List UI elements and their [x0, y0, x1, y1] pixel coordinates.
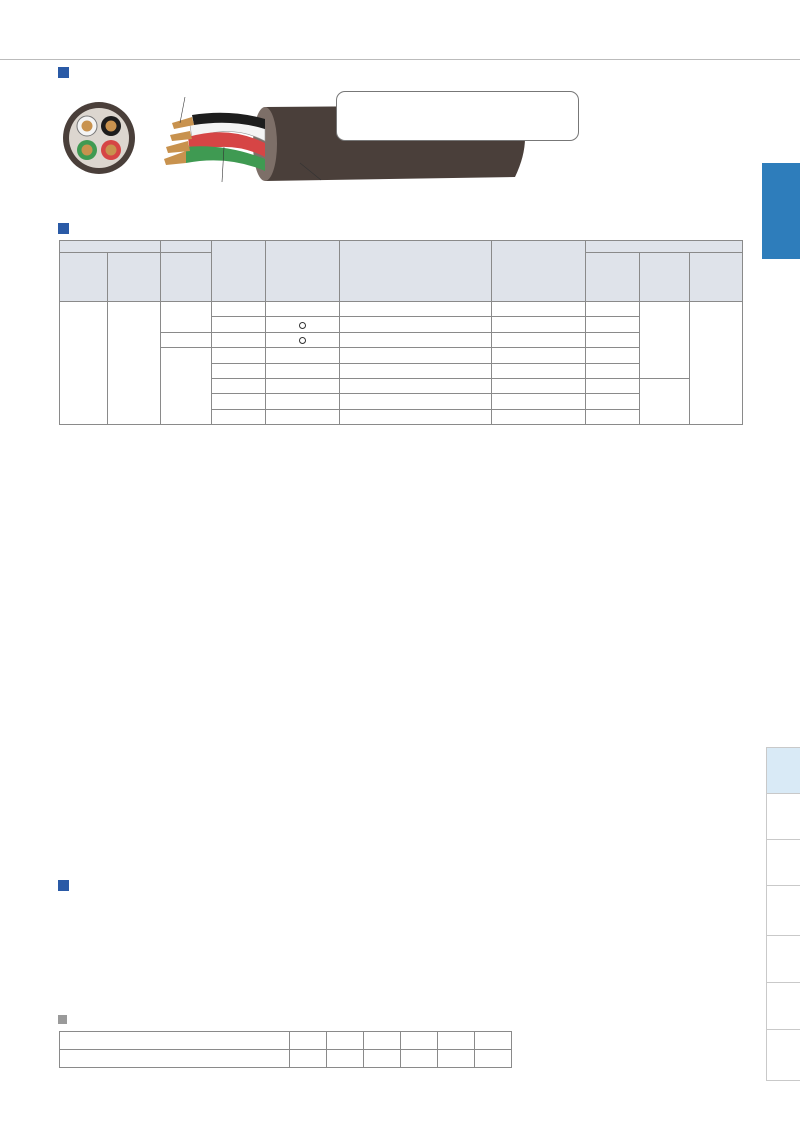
construction-section-title — [58, 219, 72, 238]
ampacity-cell — [586, 409, 640, 424]
stock-circle-icon — [299, 337, 306, 344]
construction-table — [59, 240, 743, 425]
sheath-diameter-cell — [340, 317, 492, 332]
weight-cell — [492, 363, 586, 378]
weight-cell — [492, 332, 586, 347]
cores-cell — [212, 378, 266, 393]
header-cores — [212, 241, 266, 302]
header-stocks — [266, 241, 340, 302]
weight-cell — [492, 348, 586, 363]
insulation-diameter-cell — [161, 332, 212, 347]
ampacity-cell — [586, 332, 640, 347]
sheath-diameter-cell — [340, 409, 492, 424]
section-square-icon — [58, 67, 69, 78]
insulation-resistance-cell — [690, 302, 743, 425]
conductor-resistance-cell — [640, 302, 690, 379]
side-tab-pse[interactable] — [766, 747, 800, 793]
cores-cell — [212, 332, 266, 347]
header-nominal-area — [60, 253, 108, 302]
header-divider — [0, 59, 800, 60]
stock-cell — [266, 378, 340, 393]
ampacity-cell — [586, 317, 640, 332]
cores-cell — [212, 409, 266, 424]
conductor-diameter-cell — [108, 302, 161, 425]
cores-cell — [212, 302, 266, 317]
ampacity-notes — [60, 896, 760, 908]
product-name-callout — [336, 91, 579, 141]
reduction-temp-row — [60, 1032, 512, 1050]
product-tab-vct-200x[interactable] — [762, 163, 800, 259]
cores-cell — [212, 363, 266, 378]
reduction-factor-row — [60, 1050, 512, 1068]
sheath-diameter-cell — [340, 332, 492, 347]
stock-cell — [266, 317, 340, 332]
section-square-icon — [58, 223, 69, 234]
stock-cell — [266, 332, 340, 347]
section-square-icon — [58, 1015, 67, 1024]
header-weight — [492, 241, 586, 302]
insulation-diameter-cell — [161, 348, 212, 425]
stock-cell — [266, 409, 340, 424]
header-insulation — [161, 241, 212, 253]
cores-cell — [212, 348, 266, 363]
ampacity-cell — [586, 378, 640, 393]
header-ampacity — [586, 253, 640, 302]
sheath-diameter-cell — [340, 394, 492, 409]
stock-cell — [266, 348, 340, 363]
weight-cell — [492, 394, 586, 409]
nominal-area-cell — [60, 302, 108, 425]
conductor-resistance-cell — [640, 378, 690, 424]
side-tab-ul-awm[interactable] — [766, 793, 800, 839]
ampacity-cell — [586, 348, 640, 363]
side-tab-ccc[interactable] — [766, 982, 800, 1029]
stock-cell — [266, 394, 340, 409]
header-electrical — [586, 241, 743, 253]
table-row — [60, 302, 743, 317]
side-tab-ce[interactable] — [766, 935, 800, 982]
header-insulation-diameter — [161, 253, 212, 302]
insulation-diameter-cell — [161, 302, 212, 333]
header-conductor-diameter — [108, 253, 161, 302]
weight-cell — [492, 409, 586, 424]
header-conductor-resistance — [640, 253, 690, 302]
ampacity-cell — [586, 363, 640, 378]
reduction-table-title — [58, 1013, 71, 1027]
ampacity-section-title — [58, 876, 72, 895]
weight-cell — [492, 302, 586, 317]
stock-cell — [266, 363, 340, 378]
weight-cell — [492, 378, 586, 393]
cable-cross-section — [63, 102, 135, 174]
side-tab-cul-csa[interactable] — [766, 885, 800, 935]
side-tab-gost-r[interactable] — [766, 1029, 800, 1081]
weight-cell — [492, 317, 586, 332]
header-conductor — [60, 241, 161, 253]
header-sheath-diameter — [340, 241, 492, 302]
reduction-table — [59, 1031, 512, 1068]
example-section-title — [58, 63, 72, 82]
sheath-diameter-cell — [340, 378, 492, 393]
ampacity-cell — [586, 394, 640, 409]
ampacity-cell — [586, 302, 640, 317]
cores-cell — [212, 317, 266, 332]
stock-circle-icon — [299, 322, 306, 329]
sheath-diameter-cell — [340, 302, 492, 317]
section-square-icon — [58, 880, 69, 891]
cores-cell — [212, 394, 266, 409]
sheath-diameter-cell — [340, 363, 492, 378]
side-tab-nfpa[interactable] — [766, 839, 800, 885]
stock-cell — [266, 302, 340, 317]
sheath-diameter-cell — [340, 348, 492, 363]
header-insulation-resistance — [690, 253, 743, 302]
